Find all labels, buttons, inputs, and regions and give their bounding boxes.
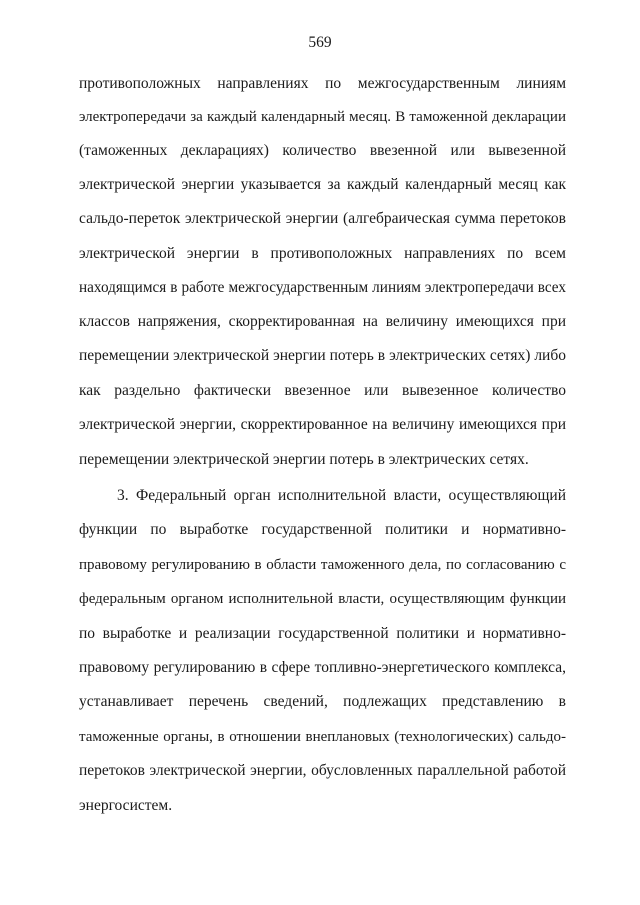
text-line: электропередачи за каждый календарный месяц. В таможенной декларации xyxy=(79,109,566,125)
text-line: по выработке и реализации государственной политики и нормативно- xyxy=(79,625,566,642)
page-number: 569 xyxy=(308,34,332,51)
text-line: федеральным органом исполнительной власти, осуществляющим функции xyxy=(79,591,566,607)
text-line: перемещении электрической энергии потерь в электрических сетях. xyxy=(79,451,529,468)
text-line: 3. Федеральный орган исполнительной власти, осуществляющий xyxy=(117,487,566,504)
text-line: находящимся в работе межгосударственным линиям электропередачи всех xyxy=(79,279,566,296)
text-line: правовому регулированию в области таможенного дела, по согласованию с xyxy=(79,557,566,573)
text-line: таможенные органы, в отношении внеплановых (технологических) сальдо- xyxy=(79,729,566,745)
text-line: противоположных направлениях по межгосударственным линиям xyxy=(79,75,566,92)
text-line: энергосистем. xyxy=(79,797,173,814)
text-line: электрической энергии в противоположных направлениях по всем xyxy=(79,245,566,262)
text-line: перемещении электрической энергии потерь в электрических сетях) либо xyxy=(79,347,566,364)
text-line: классов напряжения, скорректированная на величину имеющихся при xyxy=(79,313,566,330)
text-line: электрической энергии, скорректированное на величину имеющихся при xyxy=(79,416,566,433)
text-line: сальдо-переток электрической энергии (алгебраическая сумма перетоков xyxy=(79,210,566,227)
text-line: (таможенных декларациях) количество ввезенной или вывезенной xyxy=(79,142,566,159)
text-line: устанавливает перечень сведений, подлежащих представлению в xyxy=(79,693,566,710)
text-line: как раздельно фактически ввезенное или вывезенное количество xyxy=(79,382,566,399)
text-line: перетоков электрической энергии, обусловленных параллельной работой xyxy=(79,762,566,779)
text-line: правовому регулированию в сфере топливно-энергетического комплекса, xyxy=(79,659,566,676)
text-line: электрической энергии указывается за каждый календарный месяц как xyxy=(79,176,566,193)
text-line: функции по выработке государственной политики и нормативно- xyxy=(79,521,566,538)
